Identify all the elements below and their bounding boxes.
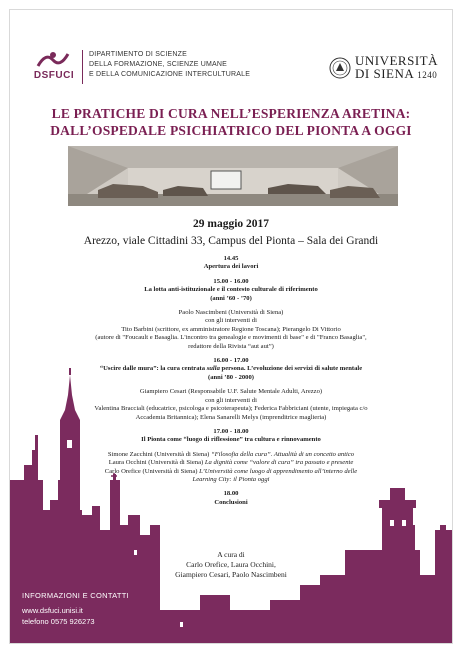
contact-heading: INFORMAZIONI E CONTATTI [22, 591, 130, 600]
session-4-speaker-3-cont: Learning City: il Pionta oggi [192, 475, 270, 483]
session-5-title: Conclusioni [214, 498, 248, 506]
session-2-time: 15.00 - 16.00 [213, 277, 249, 285]
event-title [10, 105, 452, 139]
poster [9, 9, 453, 644]
session-4-speaker-3: Carlo Orefice (Università di Siena) L’Università come luogo di apprendimento all’interno delle [104, 467, 358, 475]
session-2-with: con gli interventi di [205, 317, 257, 325]
session-1-title: Apertura dei lavori [203, 263, 259, 271]
event-title-line-1: LE PRATICHE DI CURA NELL’ESPERIENZA ARETINA: [51, 106, 411, 121]
session-2-subtitle: (anni ’60 - ’70) [210, 294, 252, 302]
university-year: 1240 [417, 70, 438, 80]
session-3-title: “Uscire dalle mura”: la cura centrata sulla persona. L’evoluzione dei servizi di salute mentale [99, 365, 363, 373]
session-3-speakers-line-1: Valentina Bracciali (educatrice, psicologa e psicoterapeuta); Federica Fabbriciani (utente, impiegata c/o [94, 405, 368, 413]
contact-info [22, 590, 129, 627]
contact-phone: telefono 0575 926273 [22, 617, 95, 626]
department-line-1: DIPARTIMENTO DI SCIENZE [89, 51, 187, 58]
session-2-speakers-line-1: Tito Barbini (scrittore, ex amministratore Regione Toscana); Pierangelo Di Vittorio [121, 325, 341, 333]
hospital-room-photo [68, 146, 398, 206]
session-4-speaker-1: Simone Zacchini (Università di Siena) “Filosofia della cura”. Attualità di un concetto antico [107, 450, 355, 458]
dsfuci-logo-mark-icon [36, 50, 70, 70]
dsfuci-logo-text: DSFUCI [33, 70, 75, 81]
session-2-speakers-line-2: (autore di "Foucault e Basaglia. L'incontro tra genealogie e movimenti di base" e di "Franco Basaglia", [95, 334, 367, 342]
header-divider [82, 50, 83, 84]
university-line-2: DI SIENA [355, 66, 414, 81]
program [10, 255, 452, 507]
department-header [30, 50, 250, 84]
curators-line-2: Giampiero Cesari, Paolo Nascimbeni [175, 570, 287, 579]
session-2-chair: Paolo Nascimbeni (Università di Siena) [178, 309, 284, 317]
curators-heading: A cura di [217, 550, 245, 559]
session-3-with: con gli interventi di [205, 396, 257, 404]
department-line-3: E DELLA COMUNICAZIONE INTERCULTURALE [89, 71, 251, 78]
department-line-2: DELLA FORMAZIONE, SCIENZE UMANE [89, 61, 228, 68]
university-seal-icon [329, 57, 351, 79]
session-2-title: La lotta anti-istituzionale e il contesto culturale di riferimento [144, 286, 318, 294]
contact-website[interactable]: www.dsfuci.unisi.it [22, 606, 83, 615]
session-3-speakers-line-2: Accademia Britannica); Elena Sanarelli Melys (imprenditrice maglieria) [135, 413, 327, 421]
session-3-time: 16.00 - 17.00 [213, 357, 249, 365]
session-3-subtitle: (anni ’80 - 2000) [208, 373, 254, 381]
session-5-time: 18.00 [223, 490, 239, 498]
curators-line-1: Carlo Orefice, Laura Occhini, [186, 560, 276, 569]
university-logo [329, 54, 438, 82]
curators [10, 550, 452, 580]
event-venue: Arezzo, viale Cittadini 33, Campus del Pionta – Sala dei Grandi [83, 235, 379, 247]
session-4-title: Il Pionta come “luogo di riflessione” tra cultura e rinnovamento [141, 436, 321, 444]
department-name [89, 50, 250, 80]
session-2-speakers-line-3: redattore della Rivista “aut aut”) [188, 342, 274, 350]
event-title-line-2: DALL’OSPEDALE PSICHIATRICO DEL PIONTA A OGGI [50, 123, 412, 138]
university-name [355, 54, 438, 82]
session-4-speaker-2: Laura Occhini (Università di Siena) La dignità come “valore di cura” tra passato e presente [108, 459, 354, 467]
session-1-time: 14.45 [223, 255, 239, 262]
university-line-1: UNIVERSITÀ [355, 53, 438, 68]
event-date: 29 maggio 2017 [192, 218, 270, 230]
session-3-chair: Giampiero Cesari (Responsabile U.F. Salute Mentale Adulti, Arezzo) [139, 388, 323, 396]
dsfuci-logo [30, 50, 78, 84]
session-4-time: 17.00 - 18.00 [213, 427, 249, 435]
